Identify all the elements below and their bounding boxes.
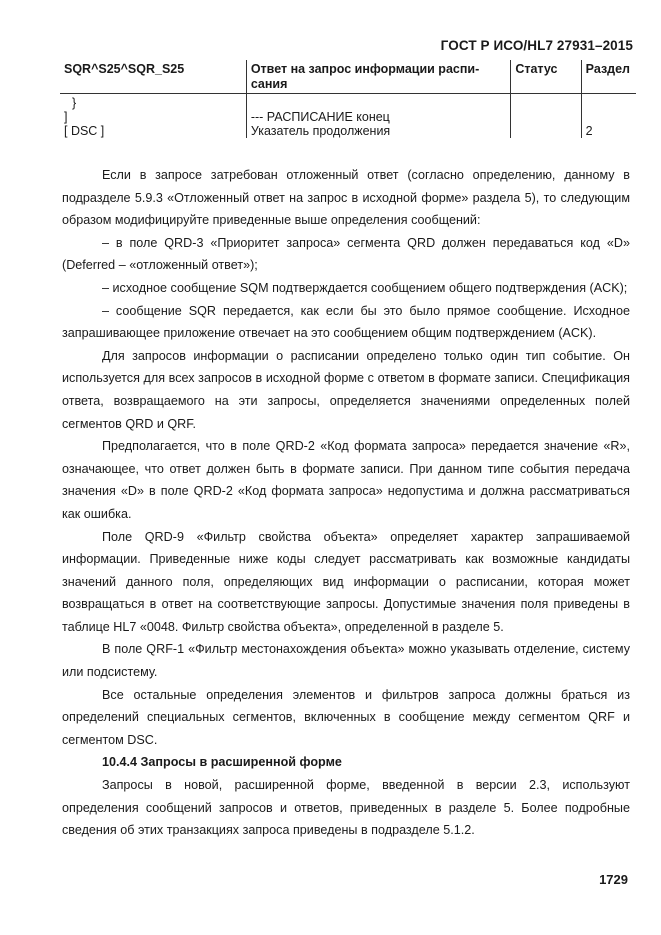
paragraph-deferred-intro: Если в запросе затребован отложенный ответ (согласно определению, данному в подразделе 5.9.3 «Отложенный ответ на запрос в исходной форме» раздела 5), то следующим образом модифицируйте приведенные выше определения сообщений: (62, 168, 630, 228)
description-cell: --- РАСПИСАНИЕ конец (246, 110, 510, 124)
description-cell: Указатель продолжения (246, 124, 510, 138)
standard-header: ГОСТ Р ИСО/HL7 27931–2015 (440, 38, 633, 53)
description-cell (246, 94, 510, 111)
paragraph-qrd9-filter: Поле QRD-9 «Фильтр свойства объекта» определяет характер запрашиваемой информации. Приведенные ниже коды следует рассматривать как возможные кандидаты значений данного поля, определяющих вид информации о расписании, которая может возвращаться в ответ на соответствующие запросы. Допустимые значения поля приведены в таблице HL7 «0048. Фильтр свойства объекта», определенной в разделе 5. (62, 529, 630, 634)
col-header-segment: SQR^S25^SQR_S25 (60, 60, 246, 94)
segment-cell: } (72, 96, 77, 110)
col-header-status: Статус (511, 60, 581, 94)
list-item-qrd3: – в поле QRD-3 «Приоритет запроса» сегмента QRD должен передаваться код «D» (Deferred – «отложенный ответ»); (62, 235, 630, 273)
status-cell (511, 94, 581, 111)
list-item-sqm-ack: – исходное сообщение SQM подтверждается сообщением общего подтверждения (ACK); (102, 280, 628, 295)
body-text (62, 164, 630, 842)
message-structure-table (60, 60, 636, 138)
table-row (60, 110, 636, 124)
col-header-description (246, 60, 510, 94)
segment-cell: [ DSC ] (64, 124, 105, 138)
paragraph-other-definitions: Все остальные определения элементов и фильтров запроса должны браться из определений специальных сегментов, включенных в сообщение между сегментом QRF и сегментом DSC. (62, 687, 630, 747)
status-cell (511, 124, 581, 138)
table-header-row (60, 60, 636, 94)
section-cell (581, 110, 636, 124)
list-item-sqr-direct: – сообщение SQR передается, как если бы это было прямое сообщение. Исходное запрашивающее приложение отвечает на это сообщением общим подтверждением (ACK). (62, 303, 630, 341)
col-header-description-line2: сания (250, 77, 288, 91)
table-row (60, 94, 636, 111)
paragraph-event-type: Для запросов информации о расписании определено только один тип событие. Он используется для всех запросов в исходной форме с ответом в формате записи. Спецификация ответа, возвращаемого на эти запросы, определяется значениями определенных полей сегментов QRD и QRF. (62, 348, 630, 431)
paragraph-extended-queries: Запросы в новой, расширенной форме, введенной в версии 2.3, используют определения сообщений запросов и ответов, приведенных в разделе 5. Более подробные сведения об этих транзакциях запроса приведены в подразделе 5.1.2. (62, 778, 630, 838)
col-header-section: Раздел (581, 60, 636, 94)
page-number: 1729 (599, 872, 628, 887)
section-cell: 2 (581, 124, 636, 138)
segment-cell: ] (64, 110, 68, 124)
section-heading: 10.4.4 Запросы в расширенной форме (102, 755, 342, 770)
table-row (60, 124, 636, 138)
paragraph-qrd2-format: Предполагается, что в поле QRD-2 «Код формата запроса» передается значение «R», означающее, что ответ должен быть в формате записи. При данном типе события передача значения «D» в поле QRD-2 «Код формата запроса» недопустима и должна рассматриваться как ошибка. (62, 439, 630, 521)
paragraph-qrf1-filter: В поле QRF-1 «Фильтр местонахождения объекта» можно указывать отделение, систему или подсистему. (62, 642, 630, 680)
section-cell (581, 94, 636, 111)
col-header-description-line1: Ответ на запрос информации распи- (250, 62, 480, 76)
status-cell (511, 110, 581, 124)
